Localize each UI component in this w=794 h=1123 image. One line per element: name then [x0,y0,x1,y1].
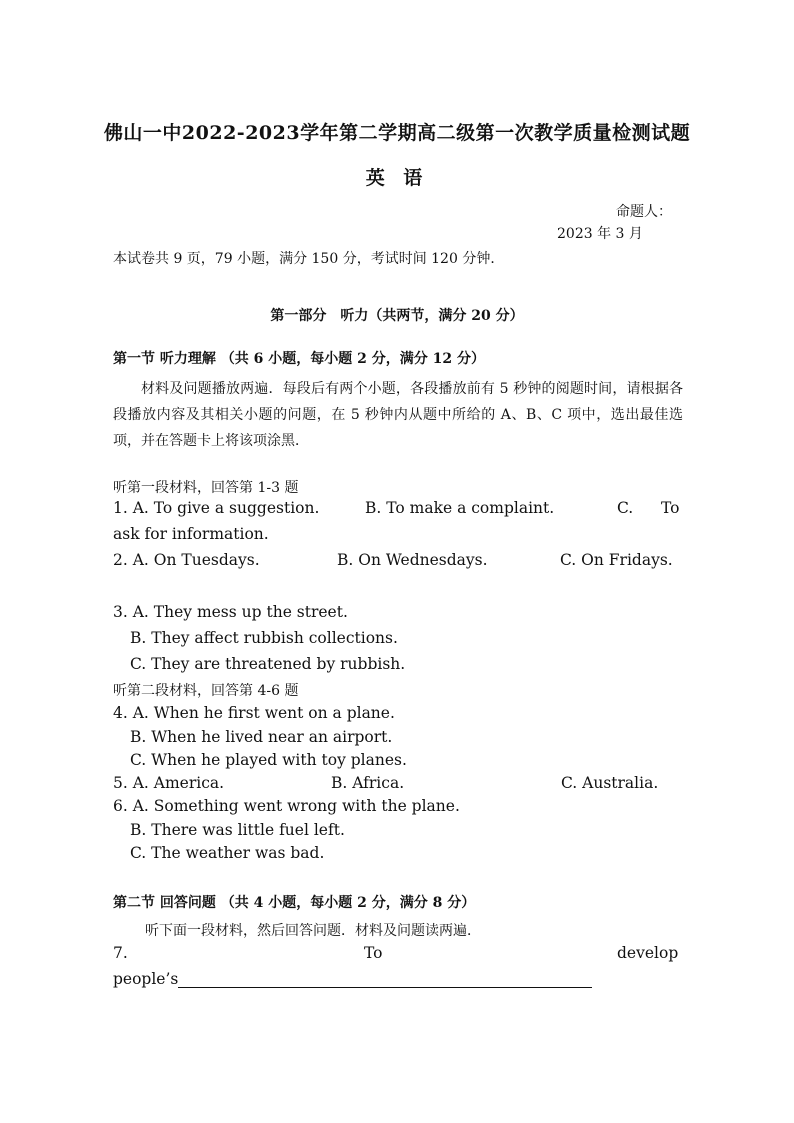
q3-option-b: B. They affect rubbish collections. [130,629,398,647]
q3-option-a: 3. A. They mess up the street. [113,603,348,621]
exam-date: 2023 年 3 月 [557,226,643,242]
q7-word-to: To [364,944,383,962]
q2-option-b: B. On Wednesdays. [337,551,488,569]
q5-option-b: B. Africa. [331,774,405,792]
q6-option-b: B. There was little fuel left. [130,821,345,839]
q2-option-a: 2. A. On Tuesdays. [113,551,260,569]
section1-heading: 第一节 听力理解 （共 6 小题，每小题 2 分，满分 12 分） [113,351,485,367]
q4-option-a: 4. A. When he first went on a plane. [113,704,395,722]
section2-instructions: 听下面一段材料，然后回答问题．材料及问题读两遍． [145,923,481,939]
author-label: 命题人： [616,204,672,220]
q1-option-c-label: C. [617,499,634,517]
q7-continued: people’s [113,970,179,988]
q4-option-c: C. When he played with toy planes. [130,751,407,769]
q5-option-c: C. Australia. [561,774,659,792]
q2-option-c: C. On Fridays. [560,551,673,569]
q1-option-a: 1. A. To give a suggestion. [113,499,320,517]
section2-heading: 第二节 回答问题 （共 4 小题，每小题 2 分，满分 8 分） [113,895,476,911]
subject-title: 英 语 [365,167,429,189]
q4-option-b: B. When he lived near an airport. [130,728,393,746]
q1-option-b: B. To make a complaint. [365,499,555,517]
q7-answer-line [113,970,592,988]
document-title: 佛山一中2022-2023学年第二学期高二级第一次教学质量检测试题 [103,122,691,144]
q6-option-c: C. The weather was bad. [130,844,325,862]
answer-blank [178,971,592,988]
part1-heading: 第一部分 听力（共两节，满分 20 分） [270,308,524,324]
q1-option-c-start: To [661,499,680,517]
material2-label: 听第二段材料，回答第 4-6 题 [113,683,299,699]
q5-option-a: 5. A. America. [113,774,225,792]
q1-option-c-continued: ask for information. [113,525,269,543]
material1-label: 听第一段材料，回答第 1-3 题 [113,480,299,496]
q7-word-develop: develop [617,944,679,962]
section1-instructions: 材料及问题播放两遍．每段后有两个小题，各段播放前有 5 秒钟的阅题时间，请根据各段播放内容及其相关小题的问题，在 5 秒钟内从题中所给的 A、B、C 项中，选出最佳选项，并在答题卡上将该项涂黑． [113,381,683,449]
q6-option-a: 6. A. Something went wrong with the plane. [113,797,460,815]
q3-option-c: C. They are threatened by rubbish. [130,655,406,673]
exam-info: 本试卷共 9 页，79 小题，满分 150 分，考试时间 120 分钟． [113,251,505,267]
q7-number: 7. [113,944,128,962]
